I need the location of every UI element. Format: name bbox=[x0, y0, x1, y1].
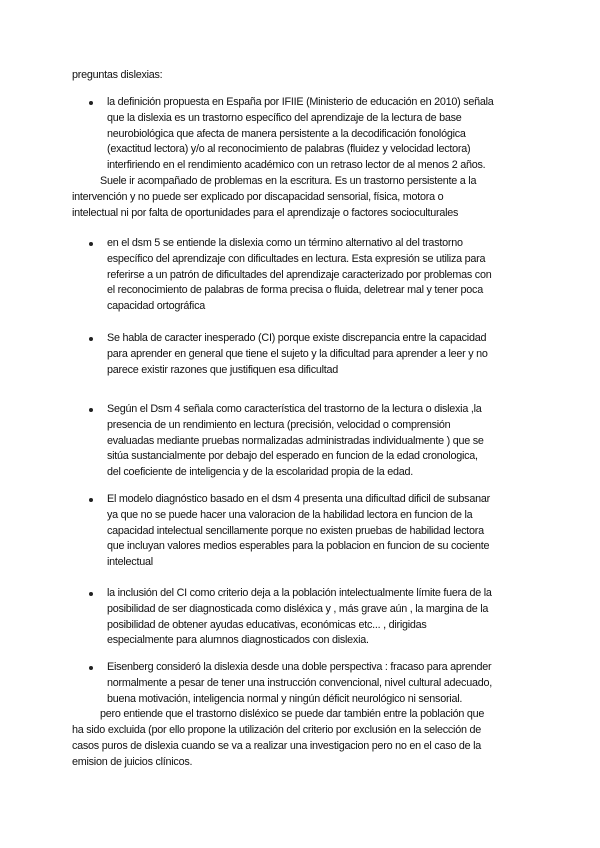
text-line: ya que no se puede hacer una valoracion de la habilidad lectora en funcion de la bbox=[107, 508, 473, 521]
bullet-item bbox=[72, 95, 572, 221]
text-line: referirse a un patrón de dificultades del aprendizaje caracterizado por problemas con bbox=[107, 268, 492, 281]
text-line: específico del aprendizaje con dificultades en lectura. Esta expresión se utiliza para bbox=[107, 252, 486, 265]
text-line: ha sido excluida (por ello propone la utilización del criterio por exclusión en la selección de bbox=[72, 724, 481, 737]
text-line: parece existir razones que justifiquen esa dificultad bbox=[107, 363, 339, 376]
text-line: la definición propuesta en España por IFIIE (Ministerio de educación en 2010) señala bbox=[107, 96, 494, 108]
bullet-icon bbox=[89, 242, 93, 246]
text-line: casos puros de dislexia cuando se va a realizar una investigacion pero no en el caso de la bbox=[72, 739, 482, 752]
text-line: intelectual bbox=[107, 556, 153, 569]
bullet-item bbox=[72, 331, 572, 378]
text-line: normalmente a pesar de tener una instrucción convencional, nivel cultural adecuado, bbox=[107, 676, 492, 689]
bullet-item bbox=[72, 236, 572, 315]
text-line: en el dsm 5 se entiende la dislexia como un término alternativo al del trastorno bbox=[107, 237, 463, 249]
bullet-item bbox=[72, 402, 572, 481]
text-line: intervención y no puede ser explicado por discapacidad sensorial, física, motora o bbox=[72, 190, 444, 203]
text-line: presencia de un rendimiento en lectura (precisión, velocidad o comprensión bbox=[107, 418, 451, 431]
bullet-icon bbox=[89, 592, 93, 596]
text-line: para aprender en general que tiene el sujeto y la dificultad para aprender a leer y no bbox=[107, 347, 488, 360]
text-line: Suele ir acompañado de problemas en la escritura. Es un trastorno persistente a la bbox=[100, 174, 477, 187]
bullet-icon bbox=[89, 666, 93, 670]
text-line: Eisenberg consideró la dislexia desde una doble perspectiva : fracaso para aprender bbox=[107, 661, 492, 673]
text-line: que incluyan valores medios esperables para la poblacion en funcion de su cociente bbox=[107, 540, 490, 553]
text-line: evaluadas mediante pruebas normalizadas administradas individualmente ) que se bbox=[107, 434, 484, 447]
text-line: buena motivación, inteligencia normal y ningún déficit neurológico ni sensorial. bbox=[107, 692, 463, 705]
bullet-item bbox=[72, 586, 572, 649]
text-line: sitúa sustancialmente por debajo del esperado en funcion de la edad cronologica, bbox=[107, 450, 478, 463]
text-line: pero entiende que el trastorno disléxico se puede dar también entre la población que bbox=[100, 708, 485, 721]
text-line: interfiriendo en el rendimiento académico con un retraso lector de al menos 2 años. bbox=[107, 159, 486, 172]
text-line: El modelo diagnóstico basado en el dsm 4 presenta una dificultad dificil de subsanar bbox=[107, 493, 490, 505]
bullet-icon bbox=[89, 408, 93, 412]
document-heading: preguntas dislexias: bbox=[72, 69, 163, 81]
bullet-icon bbox=[89, 337, 93, 341]
bullet-item bbox=[72, 492, 572, 571]
text-line: emision de juicios clínicos. bbox=[72, 755, 193, 768]
bullet-icon bbox=[89, 101, 93, 105]
text-line: capacidad intelectual sencillamente porque no existen pruebas de habilidad lectora bbox=[107, 524, 484, 537]
text-line: posibilidad de obtener ayudas educativas, económicas etc... , dirigidas bbox=[107, 618, 427, 631]
bullet-item bbox=[72, 660, 572, 771]
text-line: especialmente para alumnos diagnosticados con dislexia. bbox=[107, 634, 369, 647]
text-line: el reconocimiento de palabras de forma precisa o fluida, deletrear mal y tener poca bbox=[107, 284, 483, 297]
text-line: posibilidad de ser diagnosticada como disléxica y , más grave aún , la margina de la bbox=[107, 602, 489, 615]
text-line: (exactitud lectora) y/o al reconocimiento de palabras (fluidez y velocidad lectora) bbox=[107, 143, 471, 156]
text-line: que la dislexia es un trastorno específico del aprendizaje de la lectura de base bbox=[107, 111, 462, 124]
text-line: Según el Dsm 4 señala como característica del trastorno de la lectura o dislexia ,la bbox=[107, 403, 482, 415]
text-line: Se habla de caracter inesperado (CI) porque existe discrepancia entre la capacidad bbox=[107, 332, 487, 344]
bullet-icon bbox=[89, 498, 93, 502]
text-line: la inclusión del CI como criterio deja a la población intelectualmente límite fuera de la bbox=[107, 587, 492, 599]
text-line: neurobiológica que afecta de manera persistente a la decodificación fonológica bbox=[107, 127, 466, 140]
text-line: capacidad ortográfica bbox=[107, 300, 205, 313]
text-line: del coeficiente de inteligencia y de la escolaridad propia de la edad. bbox=[107, 466, 414, 479]
text-line: intelectual ni por falta de oportunidades para el aprendizaje o factores socioculturales bbox=[72, 206, 459, 219]
